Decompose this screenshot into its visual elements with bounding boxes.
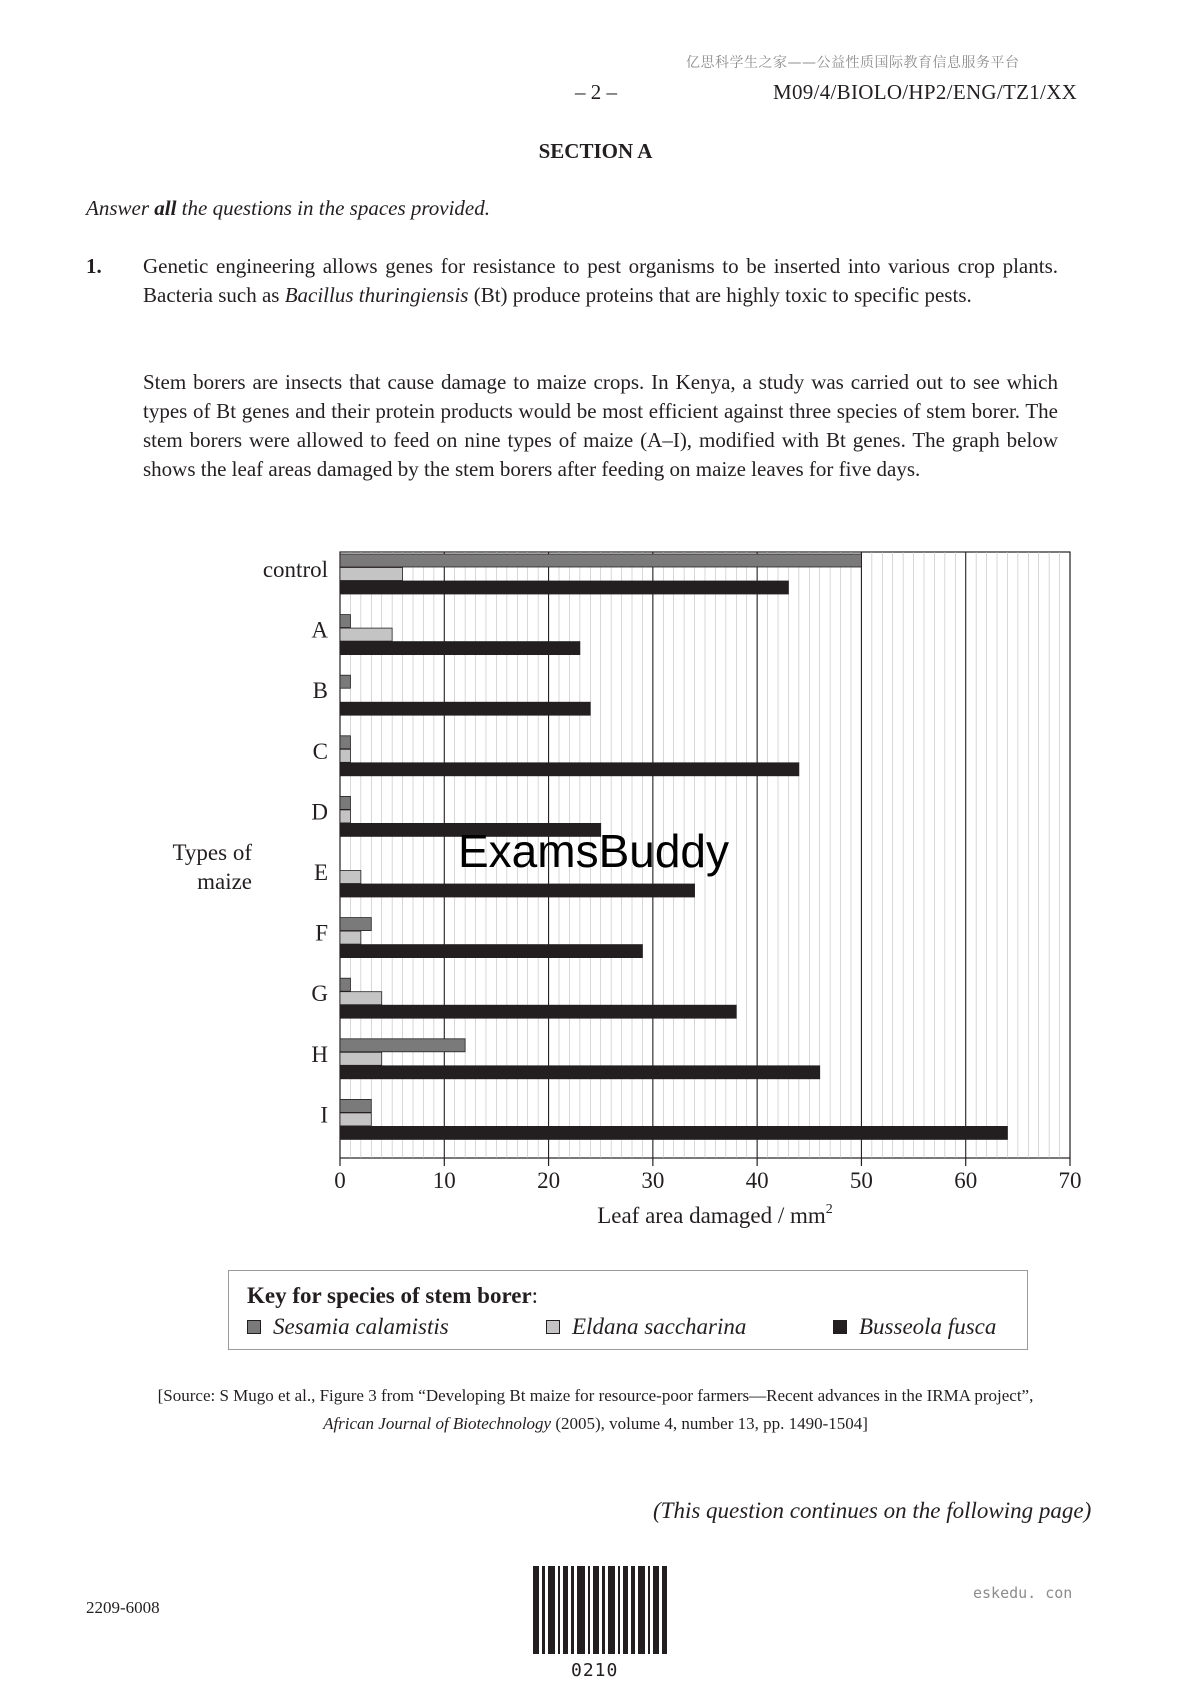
bar-h-series-1 <box>340 1039 465 1052</box>
category-label-d: D <box>311 799 328 825</box>
bar-control-series-2 <box>340 568 403 581</box>
bar-control-series-3 <box>340 581 788 594</box>
x-tick-label: 20 <box>537 1168 561 1193</box>
bar-c-series-3 <box>340 763 799 776</box>
y-axis-title-line1: Types of <box>172 840 252 865</box>
paper-code: M09/4/BIOLO/HP2/ENG/TZ1/XX <box>773 80 1078 104</box>
x-tick-label: 10 <box>432 1168 456 1193</box>
key-title-text: Key for species of stem borer <box>247 1283 532 1308</box>
x-tick-label: 0 <box>334 1168 346 1193</box>
bar-i-series-3 <box>340 1126 1007 1139</box>
x-tick-label: 40 <box>745 1168 769 1193</box>
key-label-busseola: Busseola fusca <box>859 1314 997 1339</box>
barcode <box>533 1566 667 1654</box>
instruction-bold: all <box>154 196 177 220</box>
bar-a-series-3 <box>340 642 580 655</box>
top-watermark: 亿思科学生之家——公益性质国际教育信息服务平台 <box>686 55 1020 71</box>
bar-d-series-2 <box>340 810 350 823</box>
chart-category-labels <box>263 557 329 1127</box>
key-item-sesamia <box>247 1314 449 1340</box>
bar-a-series-1 <box>340 615 350 628</box>
bar-b-series-3 <box>340 702 590 715</box>
key-swatch-sesamia <box>247 1320 261 1334</box>
y-axis-title-line2: maize <box>197 869 252 894</box>
bar-h-series-2 <box>340 1052 382 1065</box>
x-axis-title-superscript: 2 <box>825 1202 833 1217</box>
bar-e-series-3 <box>340 884 695 897</box>
bar-c-series-1 <box>340 736 350 749</box>
key-title-colon: : <box>531 1283 539 1308</box>
bar-chart <box>150 540 1100 1240</box>
x-tick-label: 30 <box>641 1168 665 1193</box>
x-tick-label: 50 <box>849 1168 873 1193</box>
bar-g-series-3 <box>340 1005 736 1018</box>
bar-c-series-2 <box>340 749 350 762</box>
x-tick-label: 60 <box>954 1168 978 1193</box>
bar-a-series-2 <box>340 628 392 641</box>
key-label-eldana: Eldana saccharina <box>572 1314 747 1339</box>
bar-d-series-1 <box>340 796 350 809</box>
source-journal: African Journal of Biotechnology <box>323 1414 552 1433</box>
para1-pre: Genetic engineering allows genes for resistance to pest organisms to be inserted into various crop plants. Bacteria such as <box>143 254 1058 307</box>
key-swatch-busseola <box>833 1320 847 1334</box>
question-number: 1. <box>86 254 102 278</box>
category-label-g: G <box>311 981 328 1007</box>
bar-g-series-1 <box>340 978 350 991</box>
category-label-a: A <box>311 617 328 643</box>
instruction-post: the questions in the spaces provided. <box>176 196 491 220</box>
bar-i-series-1 <box>340 1099 371 1112</box>
bar-i-series-2 <box>340 1113 371 1126</box>
question-paragraph-2: Stem borers are insects that cause damage to maize crops. In Kenya, a study was carried out to see which types of Bt genes and their protein products would be most efficient against three species of stem borer. The stem borers were allowed to feed on nine types of maize (A–I), modified with Bt genes. The graph below shows the leaf areas damaged by the stem borers after feeding on maize leaves for five days. <box>143 370 1058 481</box>
key-title <box>247 1283 538 1309</box>
question-paragraph-1 <box>143 252 1058 310</box>
category-label-i: I <box>320 1102 328 1128</box>
key-label-sesamia: Sesamia calamistis <box>273 1314 449 1339</box>
x-axis-title <box>597 1202 833 1228</box>
source-line-1: [Source: S Mugo et al., Figure 3 from “Developing Bt maize for resource-poor farmers—Recent advances in the IRMA project”, <box>157 1386 1034 1405</box>
document-id: 2209-6008 <box>86 1598 160 1617</box>
instruction-pre: Answer <box>86 196 155 220</box>
category-label-f: F <box>315 920 328 946</box>
chart-x-ticks <box>334 1158 1081 1193</box>
key-item-busseola <box>833 1314 996 1340</box>
category-label-c: C <box>312 738 328 764</box>
source-details: (2005), volume 4, number 13, pp. 1490-1504] <box>551 1414 868 1433</box>
x-tick-label: 70 <box>1058 1168 1082 1193</box>
category-label-h: H <box>311 1041 328 1067</box>
bar-f-series-3 <box>340 945 642 958</box>
page-number: – 2 – <box>575 80 617 104</box>
key-swatch-eldana <box>546 1320 560 1334</box>
examsbuddy-watermark: ExamsBuddy <box>458 825 730 877</box>
bar-f-series-1 <box>340 918 371 931</box>
continues-note: (This question continues on the following page) <box>653 1498 1092 1523</box>
bar-b-series-1 <box>340 675 350 688</box>
bar-e-series-2 <box>340 871 361 884</box>
bar-h-series-3 <box>340 1066 820 1079</box>
category-label-b: B <box>312 678 328 704</box>
x-axis-title-text: Leaf area damaged / mm <box>597 1203 826 1228</box>
category-label-control: control <box>262 557 328 582</box>
section-title: SECTION A <box>538 139 653 163</box>
bar-control-series-1 <box>340 554 861 567</box>
category-label-e: E <box>313 860 328 885</box>
site-watermark: eskedu. con <box>973 1584 1073 1602</box>
source-line-2 <box>0 1414 1191 1434</box>
bar-f-series-2 <box>340 931 361 944</box>
bar-g-series-2 <box>340 992 382 1005</box>
key-item-eldana <box>546 1314 746 1340</box>
para1-post: (Bt) produce proteins that are highly toxic to specific pests. <box>468 283 972 307</box>
para1-species: Bacillus thuringiensis <box>284 283 469 307</box>
barcode-number: 0210 <box>571 1660 619 1681</box>
instruction <box>86 196 490 221</box>
